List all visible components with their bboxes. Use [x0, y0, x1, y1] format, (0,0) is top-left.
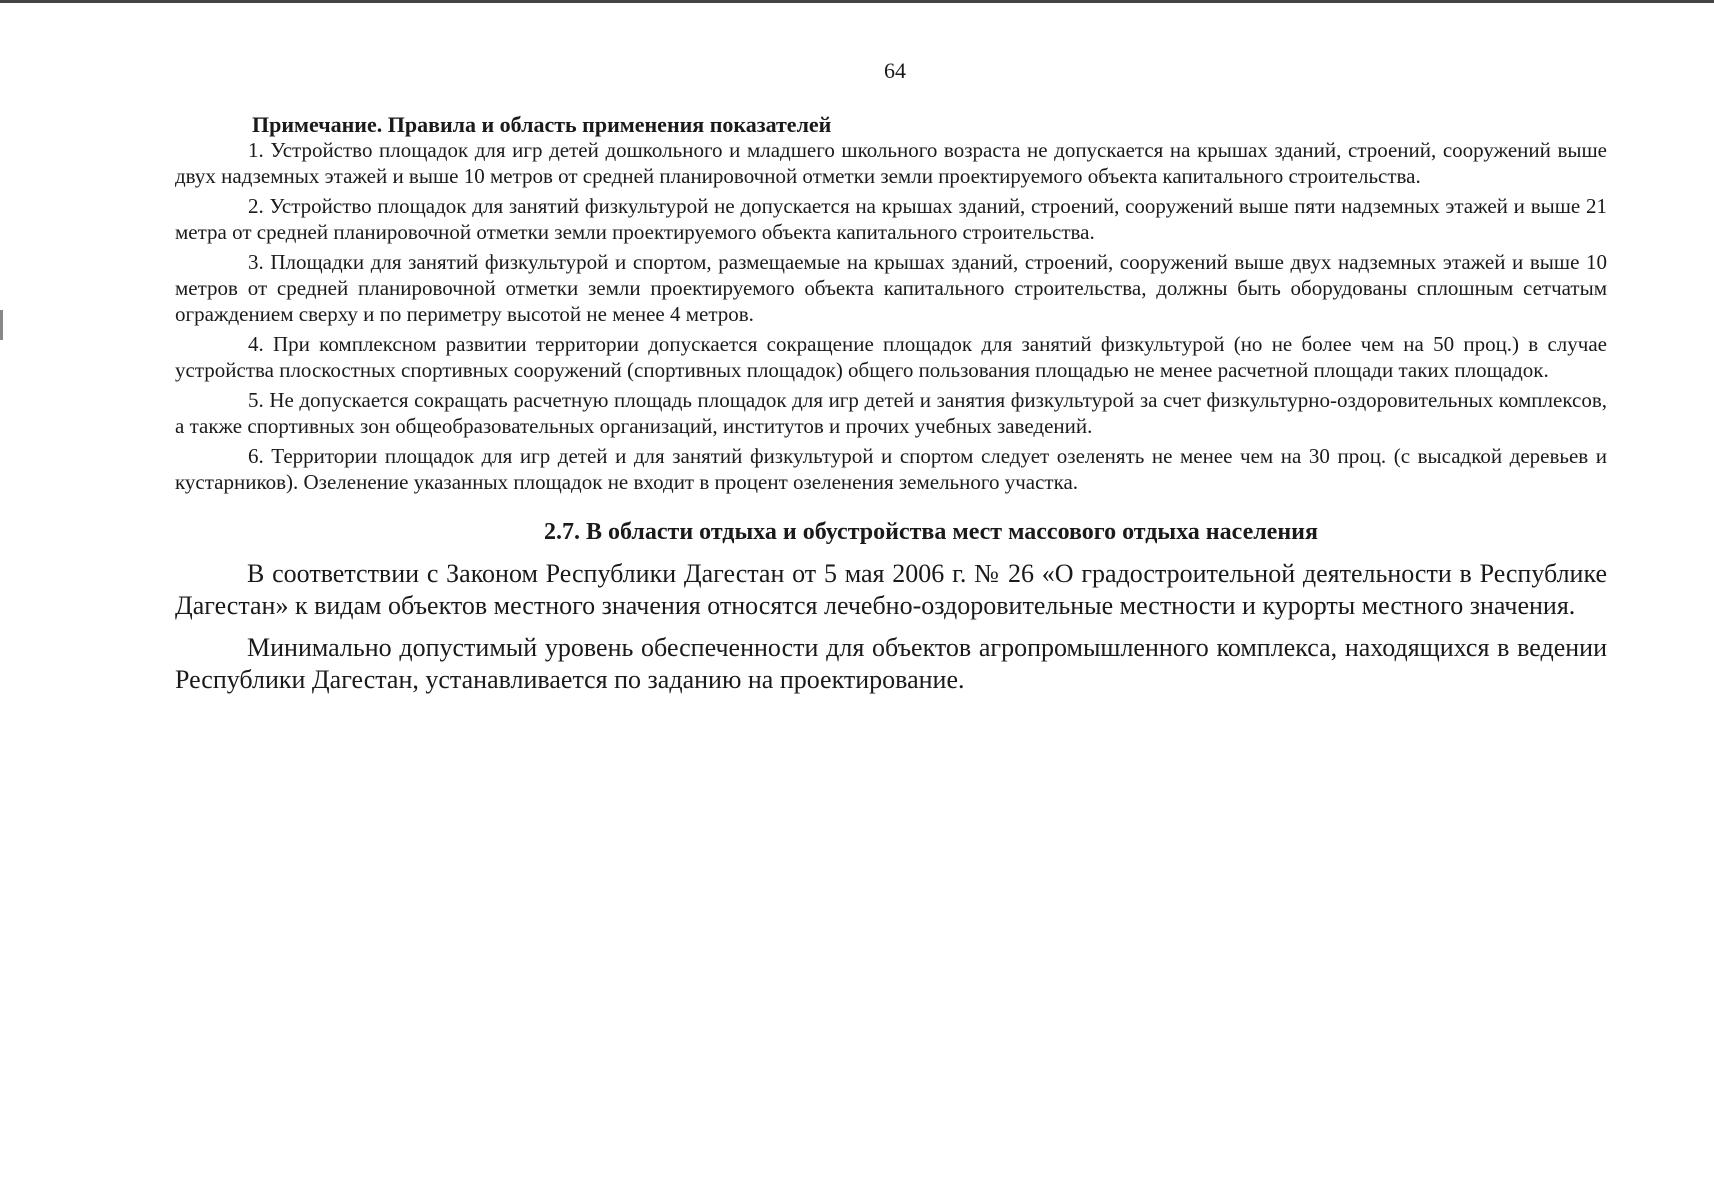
note-item-5: 5. Не допускается сокращать расчетную площадь площадок для игр детей и занятия физкультурой за счет физкультурно-оздоровительных комплексов, а также спортивных зон общеобразовательных организаций, институтов и прочих учебных заведений. — [175, 388, 1607, 438]
note-item-4: 4. При комплексном развитии территории допускается сокращение площадок для занятий физкультурой (но не более чем на 50 проц.) в случае устройства плоскостных спортивных сооружений (спортивных площадок) общего пользования площадью не менее расчетной площади таких площадок. — [175, 332, 1607, 382]
page-number: 64 — [884, 58, 906, 83]
note-item-2: 2. Устройство площадок для занятий физкультурой не допускается на крышах зданий, строений, сооружений выше пяти надземных этажей и выше 21 метра от средней планировочной отметки земли проектируемого объекта капитального строительства. — [175, 194, 1607, 244]
scan-top-edge — [0, 0, 1714, 3]
section-paragraph-2: Минимально допустимый уровень обеспеченности для объектов агропромышленного комплекса, находящихся в ведении Республики Дагестан, устанавливается по заданию на проектирование. — [175, 633, 1607, 694]
section-paragraph-1: В соответствии с Законом Республики Дагестан от 5 мая 2006 г. № 26 «О градостроительной деятельности в Республике Дагестан» к видам объектов местного значения относятся лечебно-оздоровительные местности и курорты местного значения. — [175, 559, 1607, 620]
note-heading: Примечание. Правила и область применения показателей — [252, 112, 832, 137]
note-item-1: 1. Устройство площадок для игр детей дошкольного и младшего школьного возраста не допускается на крышах зданий, строений, сооружений выше двух надземных этажей и выше 10 метров от средней планировочной отметки земли проектируемого объекта капитального строительства. — [175, 138, 1607, 188]
note-item-6: 6. Территории площадок для игр детей и для занятий физкультурой и спортом следует озеленять не менее чем на 30 проц. (с высадкой деревьев и кустарников). Озеленение указанных площадок не входит в процент озеленения земельного участка. — [175, 444, 1607, 494]
scan-left-mark — [0, 310, 3, 340]
note-item-3: 3. Площадки для занятий физкультурой и спортом, размещаемые на крышах зданий, строений, сооружений выше двух надземных этажей и выше 10 метров от средней планировочной отметки земли проектируемого объекта капитального строительства, должны быть оборудованы сплошным сетчатым ограждением сверху и по периметру высотой не менее 4 метров. — [175, 250, 1607, 326]
page-content — [175, 112, 1607, 706]
section-heading: 2.7. В области отдыха и обустройства мест массового отдыха населения — [544, 519, 1318, 545]
